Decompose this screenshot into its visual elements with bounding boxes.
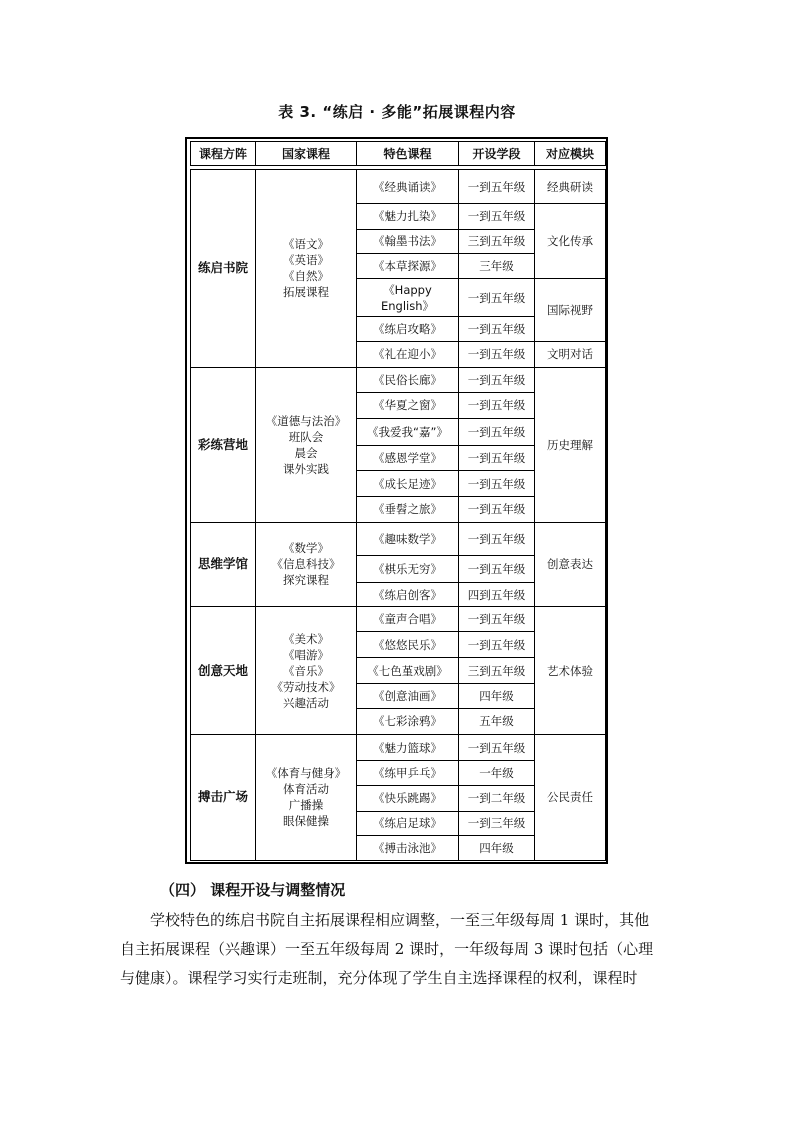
direction-cell: 创意天地 bbox=[191, 607, 256, 735]
course-name: 《华夏之窗》 bbox=[357, 392, 459, 418]
paragraph-line: 学校特色的练启书院自主拓展课程相应调整，一至三年级每周 1 课时，其他 bbox=[150, 911, 650, 929]
module-cell: 历史理解 bbox=[535, 367, 606, 522]
course-name: 《快乐跳踢》 bbox=[357, 786, 459, 811]
course-grade: 一到五年级 bbox=[459, 317, 535, 342]
course-grade: 一到五年级 bbox=[459, 418, 535, 445]
course-name: 《民俗长廊》 bbox=[357, 367, 459, 392]
course-grade: 一年级 bbox=[459, 761, 535, 786]
table-row bbox=[191, 367, 606, 392]
course-name: 《经典诵读》 bbox=[357, 170, 459, 204]
direction-cell: 练启书院 bbox=[191, 170, 256, 367]
module-cell: 创意表达 bbox=[535, 522, 606, 607]
direction-cell: 彩练营地 bbox=[191, 367, 256, 522]
course-name: 《练启足球》 bbox=[357, 811, 459, 835]
module-cell: 经典研读 bbox=[535, 170, 606, 204]
course-grade: 四年级 bbox=[459, 683, 535, 708]
course-name: 《七彩涂鸦》 bbox=[357, 708, 459, 734]
course-name: 《练启创客》 bbox=[357, 582, 459, 606]
course-name: 《悠悠民乐》 bbox=[357, 632, 459, 658]
course-grade: 一到五年级 bbox=[459, 446, 535, 471]
course-name: 《练甲乒乓》 bbox=[357, 761, 459, 786]
course-name: 《感恩学堂》 bbox=[357, 446, 459, 471]
course-grade: 一到五年级 bbox=[459, 342, 535, 367]
course-grade: 一到五年级 bbox=[459, 497, 535, 522]
course-name: 《棋乐无穷》 bbox=[357, 555, 459, 582]
header-grade: 开设学段 bbox=[459, 142, 535, 166]
header-direction: 课程方阵 bbox=[191, 142, 256, 166]
national-cell: 《道德与法治》 班队会 晨会 课外实践 bbox=[256, 367, 357, 522]
table-row bbox=[191, 522, 606, 555]
module-cell: 国际视野 bbox=[535, 278, 606, 341]
course-grade: 一到三年级 bbox=[459, 811, 535, 835]
course-grade: 一到五年级 bbox=[459, 555, 535, 582]
course-grade: 一到五年级 bbox=[459, 522, 535, 555]
course-name: 《魅力篮球》 bbox=[357, 734, 459, 760]
direction-cell: 搏击广场 bbox=[191, 734, 256, 860]
course-grade: 三年级 bbox=[459, 253, 535, 278]
course-name: 《趣味数学》 bbox=[357, 522, 459, 555]
course-grade: 一到五年级 bbox=[459, 471, 535, 497]
module-cell: 文明对话 bbox=[535, 342, 606, 367]
paragraph-line: 自主拓展课程（兴趣课）一至五年级每周 2 课时，一年级每周 3 课时包括（心理 bbox=[120, 940, 654, 958]
module-cell: 文化传承 bbox=[535, 204, 606, 279]
course-name: 《童声合唱》 bbox=[357, 607, 459, 632]
course-name: 《本草探源》 bbox=[357, 253, 459, 278]
course-grade: 三到五年级 bbox=[459, 658, 535, 683]
course-grade: 五年级 bbox=[459, 708, 535, 734]
course-name: 《翰墨书法》 bbox=[357, 229, 459, 253]
course-name: 《魅力扎染》 bbox=[357, 204, 459, 229]
course-grade: 一到五年级 bbox=[459, 607, 535, 632]
national-cell: 《体育与健身》 体育活动 广播操 眼保健操 bbox=[256, 734, 357, 860]
paragraph-line: 与健康）。课程学习实行走班制，充分体现了学生自主选择课程的权利，课程时 bbox=[120, 969, 638, 987]
course-grade: 三到五年级 bbox=[459, 229, 535, 253]
course-name: 《搏击泳池》 bbox=[357, 835, 459, 860]
header-national: 国家课程 bbox=[256, 142, 357, 166]
header-row bbox=[191, 142, 606, 166]
course-name: 《七色堇戏剧》 bbox=[357, 658, 459, 683]
section-heading: （四） 课程开设与调整情况 bbox=[160, 881, 346, 899]
course-grade: 一到二年级 bbox=[459, 786, 535, 811]
course-grade: 四到五年级 bbox=[459, 582, 535, 606]
table-row bbox=[191, 170, 606, 204]
course-grade: 一到五年级 bbox=[459, 367, 535, 392]
course-grade: 一到五年级 bbox=[459, 170, 535, 204]
course-name: 《垂髫之旅》 bbox=[357, 497, 459, 522]
course-grade: 一到五年级 bbox=[459, 278, 535, 316]
module-cell: 公民责任 bbox=[535, 734, 606, 860]
course-name: 《成长足迹》 bbox=[357, 471, 459, 497]
table-row bbox=[191, 734, 606, 760]
course-grade: 一到五年级 bbox=[459, 632, 535, 658]
course-name: 《创意油画》 bbox=[357, 683, 459, 708]
course-grade: 一到五年级 bbox=[459, 392, 535, 418]
national-cell: 《美术》 《唱游》 《音乐》 《劳动技术》 兴趣活动 bbox=[256, 607, 357, 735]
national-cell: 《数学》 《信息科技》 探究课程 bbox=[256, 522, 357, 607]
course-name: 《练启攻略》 bbox=[357, 317, 459, 342]
course-grade: 一到五年级 bbox=[459, 204, 535, 229]
header-module: 对应模块 bbox=[535, 142, 606, 166]
header-feature: 特色课程 bbox=[357, 142, 459, 166]
body-paragraph bbox=[120, 906, 675, 993]
course-name: 《Happy English》 bbox=[357, 278, 459, 316]
course-table bbox=[190, 141, 606, 861]
direction-cell: 思维学馆 bbox=[191, 522, 256, 607]
table-row bbox=[191, 607, 606, 632]
national-cell: 《语文》 《英语》 《自然》 拓展课程 bbox=[256, 170, 357, 367]
module-cell: 艺术体验 bbox=[535, 607, 606, 735]
table-caption: 表 3. “练启 · 多能”拓展课程内容 bbox=[278, 103, 516, 121]
course-name: 《礼在迎小》 bbox=[357, 342, 459, 367]
course-grade: 四年级 bbox=[459, 835, 535, 860]
course-name: 《我爱我“嘉”》 bbox=[357, 418, 459, 445]
course-grade: 一到五年级 bbox=[459, 734, 535, 760]
